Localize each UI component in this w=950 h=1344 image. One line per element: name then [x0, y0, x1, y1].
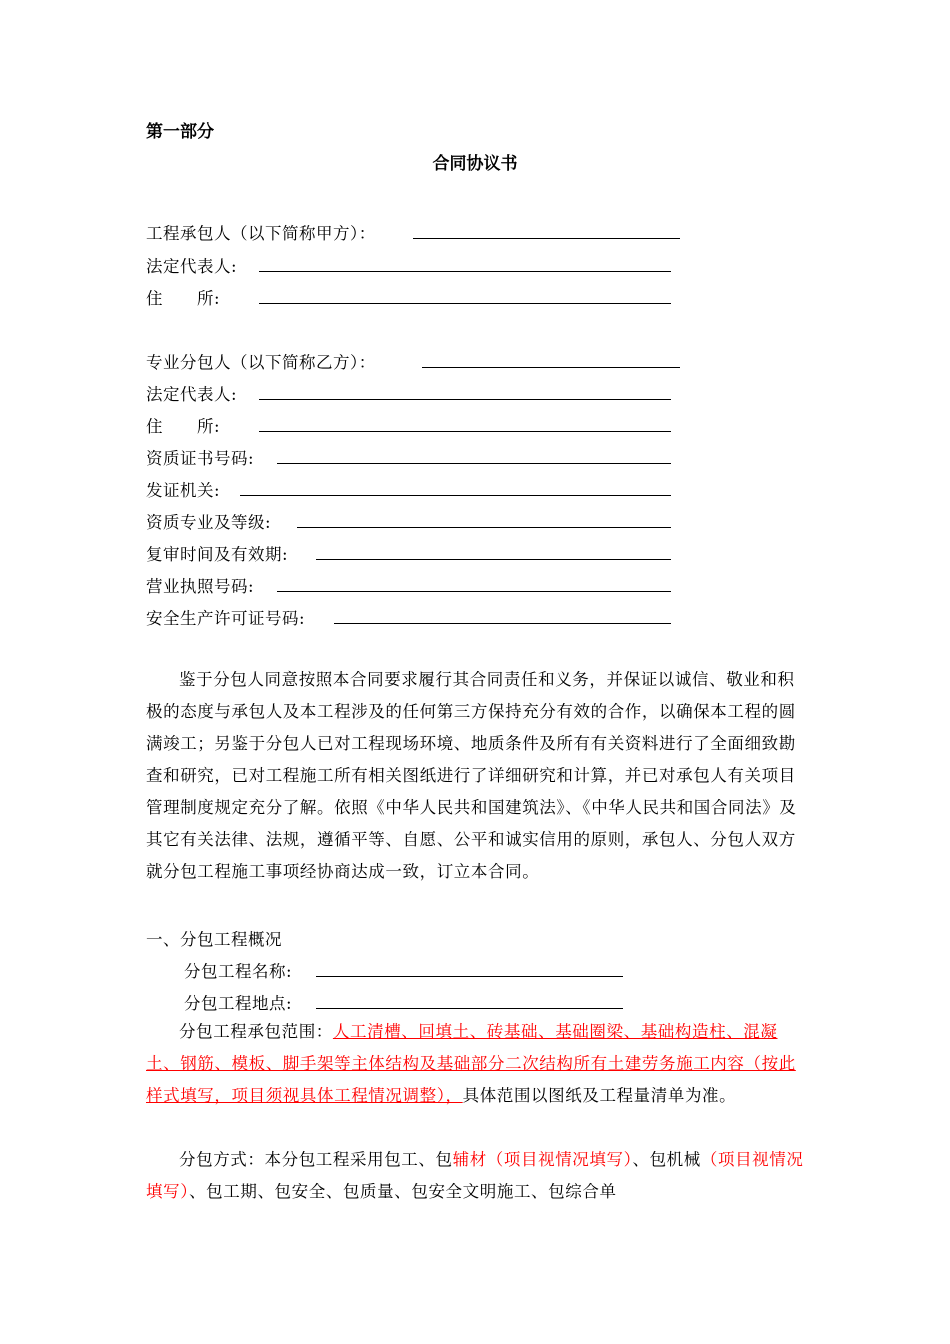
project-name-field[interactable] — [316, 976, 623, 977]
sub-address-field[interactable] — [259, 431, 671, 432]
issuer-field[interactable] — [240, 495, 671, 496]
review-valid-label: 复审时间及有效期: — [146, 545, 289, 564]
safety-permit-field[interactable] — [334, 623, 671, 624]
cert-no-field[interactable] — [277, 463, 671, 464]
method-paragraph — [146, 1144, 806, 1208]
section1-heading: 一、分包工程概况 — [146, 930, 282, 949]
scope-tail: 具体范围以图纸及工程量清单为准。 — [462, 1086, 737, 1105]
method-red-2: （项目视情况填写） — [146, 1150, 804, 1201]
method-label: 分包方式：本分包工程采用包工、包 — [179, 1150, 453, 1169]
method-mid: 、包机械 — [632, 1150, 701, 1169]
method-red-1: 辅材（项目视情况填写） — [452, 1150, 633, 1169]
license-no-field[interactable] — [277, 591, 671, 592]
contractor-legal-rep-field[interactable] — [259, 271, 671, 272]
method-tail: 、包工期、包安全、包质量、包安全文明施工、包综合单 — [189, 1182, 617, 1201]
sub-legal-rep-field[interactable] — [259, 399, 671, 400]
project-location-field[interactable] — [316, 1008, 623, 1009]
qual-grade-field[interactable] — [297, 527, 671, 528]
contractor-address-label: 住 所: — [146, 289, 221, 308]
license-no-label: 营业执照号码: — [146, 577, 255, 596]
review-valid-field[interactable] — [316, 559, 671, 560]
doc-title: 合同协议书 — [432, 154, 518, 174]
contractor-label: 工程承包人（以下简称甲方）： — [146, 224, 376, 243]
scope-paragraph — [146, 1016, 806, 1112]
issuer-label: 发证机关: — [146, 481, 221, 500]
part-heading: 第一部分 — [146, 122, 214, 142]
preamble-paragraph: 鉴于分包人同意按照本合同要求履行其合同责任和义务，并保证以诚信、敬业和积极的态度与承包人及本工程涉及的任何第三方保持充分有效的合作，以确保本工程的圆满竣工；另鉴于分包人已对工程现场环境、地质条件及所有有关资料进行了全面细致勘查和研究，已对工程施工所有相关图纸进行了详细研究和计算，并已对承包人有关项目管理制度规定充分了解。依照《中华人民共和国建筑法》、《中华人民共和国合同法》及其它有关法律、法规，遵循平等、自愿、公平和诚实信用的原则，承包人、分包人双方就分包工程施工事项经协商达成一致，订立本合同。 — [146, 670, 797, 881]
sub-address-label: 住 所: — [146, 417, 221, 436]
cert-no-label: 资质证书号码: — [146, 449, 255, 468]
sub-legal-rep-label: 法定代表人: — [146, 385, 238, 404]
qual-grade-label: 资质专业及等级: — [146, 513, 272, 532]
scope-red-text: 人工清槽、回填土、砖基础、基础圈梁、基础构造柱、混凝土、钢筋、模板、脚手架等主体结构及基础部分二次结构所有土建劳务施工内容（按此样式填写，项目须视具体工程情况调整）， — [146, 1022, 796, 1105]
safety-permit-label: 安全生产许可证号码: — [146, 609, 306, 628]
project-name-label: 分包工程名称: — [184, 962, 293, 981]
scope-label: 分包工程承包范围： — [179, 1022, 333, 1041]
contractor-address-field[interactable] — [259, 303, 671, 304]
subcontractor-field[interactable] — [422, 367, 680, 368]
contractor-field[interactable] — [413, 238, 680, 239]
subcontractor-label: 专业分包人（以下简称乙方）： — [146, 353, 376, 372]
contractor-legal-rep-label: 法定代表人: — [146, 257, 238, 276]
project-location-label: 分包工程地点: — [184, 994, 293, 1013]
